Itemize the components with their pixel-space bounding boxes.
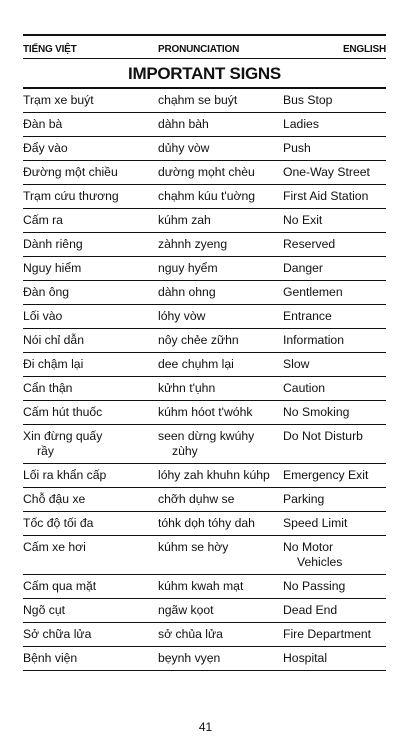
- vietnamese-phrase: [23, 93, 151, 108]
- vietnamese-phrase: [23, 429, 151, 459]
- pronunciation-text: dường mọht chèu: [158, 165, 255, 179]
- vietnamese-phrase: [23, 117, 151, 132]
- vietnamese-phrase: [23, 141, 151, 156]
- english-translation-text: First Aid Station: [283, 189, 369, 203]
- pronunciation-text: nôy chẻe zữhn: [158, 333, 239, 347]
- english-translation-text: Speed Limit: [283, 516, 348, 530]
- english-translation: [283, 237, 386, 252]
- vietnamese-phrase: [23, 540, 151, 555]
- vietnamese-phrase-text: Ngõ cụt: [23, 603, 66, 617]
- english-translation: [283, 141, 386, 156]
- vietnamese-phrase: [23, 603, 151, 618]
- vietnamese-phrase-text: Xin đừng quấy: [23, 429, 103, 443]
- english-translation: [283, 309, 386, 324]
- column-header-pronunciation: PRONUNCIATION: [158, 44, 240, 55]
- pronunciation-text: chỡh dụhw se: [158, 492, 235, 506]
- english-translation: [283, 516, 386, 531]
- english-translation: [283, 261, 386, 276]
- column-headers: [23, 36, 386, 58]
- pronunciation-text: kửhn t'ụhn: [158, 381, 216, 395]
- english-translation: [283, 285, 386, 300]
- english-translation: [283, 651, 386, 666]
- table-row: [23, 464, 386, 488]
- english-translation: [283, 165, 386, 180]
- pronunciation-text: lóhy vòw: [158, 309, 206, 323]
- pronunciation-text: tóhk dọh tóhy dah: [158, 516, 255, 530]
- english-translation-text: Entrance: [283, 309, 332, 323]
- vietnamese-phrase-text: Sở chữa lửa: [23, 627, 92, 641]
- table-row: [23, 401, 386, 425]
- pronunciation: [158, 309, 282, 324]
- vietnamese-phrase: [23, 165, 151, 180]
- english-translation: [283, 540, 386, 570]
- vietnamese-phrase: [23, 285, 151, 300]
- table-row: [23, 377, 386, 401]
- pronunciation: [158, 141, 282, 156]
- pronunciation: [158, 492, 282, 507]
- page-number: 41: [198, 720, 213, 734]
- english-translation: [283, 381, 386, 396]
- table-row: [23, 161, 386, 185]
- vietnamese-phrase: [23, 357, 151, 372]
- table-row: [23, 233, 386, 257]
- vietnamese-phrase-text: Dành riêng: [23, 237, 83, 251]
- table-row: [23, 89, 386, 113]
- table-row: [23, 512, 386, 536]
- pronunciation-text: nguy hyểm: [158, 261, 218, 275]
- table-row: [23, 353, 386, 377]
- english-translation-text: Gentlemen: [283, 285, 343, 299]
- vietnamese-phrase: [23, 405, 151, 420]
- pronunciation: [158, 357, 282, 372]
- english-translation-text: Slow: [283, 357, 310, 371]
- english-translation-text: One-Way Street: [283, 165, 370, 179]
- pronunciation-text: dàhn ohng: [158, 285, 216, 299]
- english-translation: [283, 579, 386, 594]
- pronunciation-text: dàhn bàh: [158, 117, 209, 131]
- vietnamese-phrase-text: Tốc độ tối đa: [23, 516, 94, 530]
- section-title: IMPORTANT SIGNS: [128, 64, 281, 83]
- pronunciation-text: kúhm hóot t'wóhk: [158, 405, 253, 419]
- pronunciation: [158, 516, 282, 531]
- english-translation-text: No Motor: [283, 540, 334, 554]
- vietnamese-phrase-text: Nói chỉ dẫn: [23, 333, 84, 347]
- vietnamese-phrase-text: Bệnh viện: [23, 651, 78, 665]
- english-translation: [283, 357, 386, 372]
- english-translation-text: Push: [283, 141, 311, 155]
- english-translation: [283, 93, 386, 108]
- pronunciation: [158, 213, 282, 228]
- english-translation-text: Caution: [283, 381, 326, 395]
- english-translation-text: Information: [283, 333, 344, 347]
- pronunciation-text: bẹynh vyẹn: [158, 651, 221, 665]
- pronunciation-text: lóhy zah khuhn kúhp: [158, 468, 270, 482]
- table-row: [23, 257, 386, 281]
- vietnamese-phrase: [23, 333, 151, 348]
- english-translation-text: No Passing: [283, 579, 346, 593]
- vietnamese-phrase: [23, 516, 151, 531]
- vietnamese-phrase: [23, 468, 151, 483]
- english-translation-text: Fire Department: [283, 627, 372, 641]
- english-translation-text: Do Not Disturb: [283, 429, 363, 443]
- english-translation: [283, 603, 386, 618]
- vietnamese-phrase: [23, 579, 151, 594]
- english-translation-text: Ladies: [283, 117, 319, 131]
- english-translation-text: Reserved: [283, 237, 336, 251]
- vietnamese-phrase-text: Đi chậm lại: [23, 357, 84, 371]
- english-translation: [283, 405, 386, 420]
- pronunciation: [158, 93, 282, 108]
- pronunciation: [158, 333, 282, 348]
- pronunciation: [158, 189, 282, 204]
- vietnamese-phrase-text: Cấm xe hơi: [23, 540, 86, 554]
- table-row: [23, 488, 386, 512]
- vietnamese-phrase-text: Đàn bà: [23, 117, 63, 131]
- vietnamese-phrase-text: Nguy hiểm: [23, 261, 82, 275]
- vietnamese-phrase-text: Lối vào: [23, 309, 63, 323]
- pronunciation: [158, 381, 282, 396]
- vietnamese-phrase-continuation: rầy: [37, 444, 54, 458]
- vietnamese-phrase-text: Đàn ông: [23, 285, 70, 299]
- english-translation: [283, 429, 386, 444]
- table-row: [23, 329, 386, 353]
- english-translation-text: Emergency Exit: [283, 468, 369, 482]
- english-translation-continuation: Vehicles: [297, 555, 343, 569]
- pronunciation-continuation: zùhy: [172, 444, 198, 458]
- table-row: [23, 113, 386, 137]
- vietnamese-phrase-text: Cấm hút thuốc: [23, 405, 103, 419]
- vietnamese-phrase: [23, 381, 151, 396]
- vietnamese-phrase-text: Trạm xe buýt: [23, 93, 94, 107]
- pronunciation-text: chạhm se buýt: [158, 93, 238, 107]
- english-translation: [283, 468, 386, 483]
- english-translation-text: Dead End: [283, 603, 338, 617]
- english-translation-text: No Smoking: [283, 405, 350, 419]
- phrasebook-page: [23, 34, 386, 671]
- vietnamese-phrase-text: Trạm cứu thương: [23, 189, 119, 203]
- pronunciation: [158, 405, 282, 420]
- english-translation: [283, 627, 386, 642]
- pronunciation: [158, 468, 282, 483]
- pronunciation-text: seen dừng kwúhy: [158, 429, 255, 443]
- vietnamese-phrase-text: Chỗ đậu xe: [23, 492, 86, 506]
- table-row: [23, 209, 386, 233]
- table-row: [23, 305, 386, 329]
- english-translation: [283, 492, 386, 507]
- vietnamese-phrase: [23, 651, 151, 666]
- pronunciation-text: sở chủa lửa: [158, 627, 223, 641]
- vietnamese-phrase-text: Đường một chiều: [23, 165, 118, 179]
- table-row: [23, 425, 386, 464]
- pronunciation-text: kúhm kwah mạt: [158, 579, 244, 593]
- english-translation-text: Parking: [283, 492, 325, 506]
- pronunciation: [158, 117, 282, 132]
- pronunciation: [158, 579, 282, 594]
- column-header-vietnamese: TIẾNG VIỆT: [23, 44, 77, 55]
- english-translation-text: Hospital: [283, 651, 328, 665]
- vietnamese-phrase-text: Đẩy vào: [23, 141, 68, 155]
- english-translation: [283, 333, 386, 348]
- table-row: [23, 599, 386, 623]
- pronunciation-text: ngãw kọot: [158, 603, 214, 617]
- pronunciation-text: zàhnh zyeng: [158, 237, 228, 251]
- pronunciation: [158, 627, 282, 642]
- table-row: [23, 647, 386, 671]
- pronunciation: [158, 651, 282, 666]
- pronunciation-text: kúhm se hờy: [158, 540, 229, 554]
- table-row: [23, 623, 386, 647]
- pronunciation: [158, 261, 282, 276]
- english-translation-text: Bus Stop: [283, 93, 333, 107]
- pronunciation: [158, 429, 282, 459]
- pronunciation: [158, 603, 282, 618]
- english-translation: [283, 189, 386, 204]
- english-translation-text: No Exit: [283, 213, 323, 227]
- phrase-table: [23, 89, 386, 671]
- pronunciation: [158, 237, 282, 252]
- pronunciation-text: chạhm kúu t'uờng: [158, 189, 256, 203]
- vietnamese-phrase: [23, 237, 151, 252]
- vietnamese-phrase: [23, 627, 151, 642]
- table-row: [23, 575, 386, 599]
- english-translation: [283, 213, 386, 228]
- pronunciation: [158, 285, 282, 300]
- column-header-english: ENGLISH: [342, 44, 386, 55]
- vietnamese-phrase: [23, 189, 151, 204]
- pronunciation-text: kúhm zah: [158, 213, 211, 227]
- vietnamese-phrase: [23, 261, 151, 276]
- table-row: [23, 137, 386, 161]
- table-row: [23, 185, 386, 209]
- vietnamese-phrase-text: Cấm ra: [23, 213, 63, 227]
- pronunciation: [158, 165, 282, 180]
- vietnamese-phrase-text: Cẩn thận: [23, 381, 73, 395]
- vietnamese-phrase-text: Cấm qua mặt: [23, 579, 97, 593]
- vietnamese-phrase: [23, 213, 151, 228]
- vietnamese-phrase-text: Lối ra khẩn cấp: [23, 468, 107, 482]
- vietnamese-phrase: [23, 492, 151, 507]
- table-row: [23, 536, 386, 575]
- pronunciation: [158, 540, 282, 555]
- english-translation-text: Danger: [283, 261, 323, 275]
- english-translation: [283, 117, 386, 132]
- pronunciation-text: dủhy vòw: [158, 141, 210, 155]
- vietnamese-phrase: [23, 309, 151, 324]
- table-row: [23, 281, 386, 305]
- pronunciation-text: dee chụhm lại: [158, 357, 234, 371]
